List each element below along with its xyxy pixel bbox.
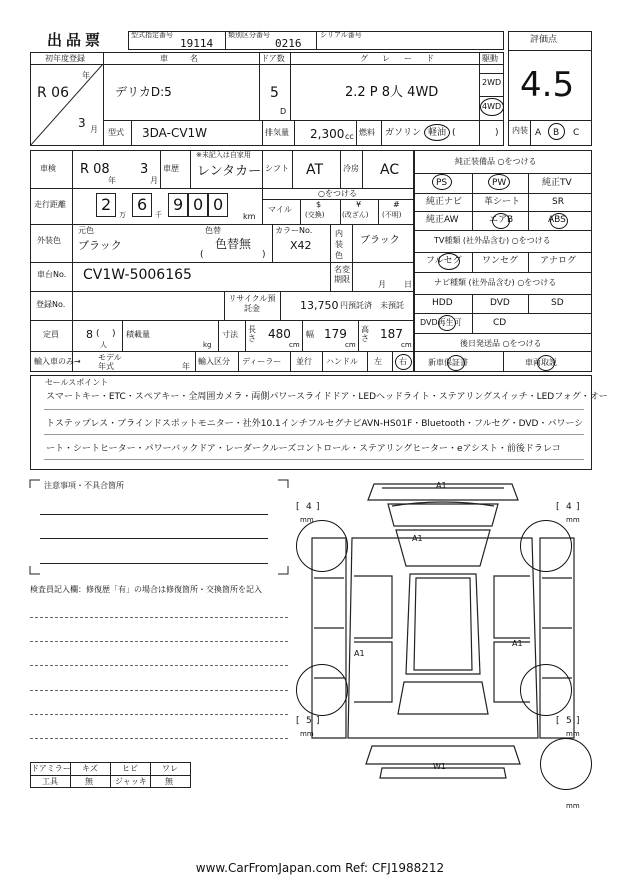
sales-label: セールスポイント bbox=[45, 378, 109, 387]
import-type-label: 輸入区分 bbox=[198, 357, 230, 366]
equip-navi: 純正ナビ bbox=[426, 197, 463, 207]
mileage-label: 走行距離 bbox=[34, 200, 66, 209]
history-value: レンタカー bbox=[197, 164, 262, 179]
interior-c: C bbox=[573, 128, 580, 138]
year-label: 初年度登録 bbox=[45, 54, 85, 63]
navi-dvd: DVD bbox=[490, 298, 510, 308]
shaken-year: R 08 bbox=[80, 162, 110, 177]
equip-abs: ABS bbox=[548, 215, 566, 225]
model-year-unit: 年 bbox=[182, 362, 190, 371]
orig-color: ブラック bbox=[78, 239, 122, 252]
door-type: D bbox=[280, 107, 287, 116]
shaken-year-unit: 年 bbox=[108, 176, 116, 185]
tools-jack: ジャッキ bbox=[115, 777, 147, 786]
tread-rl-bracket: [ bbox=[296, 716, 300, 726]
spare-unit: mm bbox=[566, 802, 580, 810]
tv-analog: アナログ bbox=[540, 256, 577, 266]
equip-pw: PW bbox=[492, 178, 507, 188]
int-color-label: 内装色 bbox=[335, 229, 343, 260]
tools-jack-value: 無 bbox=[165, 777, 173, 786]
sales-line-3: ート・シートヒーター・パワーバックドア・レーダークルーズコントロール・ステアリングヒーター・eアシスト・前後ドラレコ bbox=[46, 444, 561, 454]
grade-label: グレード bbox=[360, 54, 448, 63]
color-paren-open: ( bbox=[200, 250, 204, 260]
tv-fullseg: フルセグ bbox=[426, 256, 462, 266]
seats-label: 定員 bbox=[43, 330, 59, 339]
spare-tire bbox=[540, 738, 592, 790]
tread-rr-unit: mm bbox=[566, 730, 580, 738]
vin-label: 車台No. bbox=[37, 270, 67, 279]
notes-label: 注意事項・不具合箇所 bbox=[44, 481, 124, 490]
length-label: 長さ bbox=[248, 325, 256, 343]
fuel-gasoline: ガソリン bbox=[385, 128, 422, 138]
first-reg-year: R 06 bbox=[37, 85, 69, 101]
tv-oneseg: ワンセグ bbox=[482, 256, 519, 266]
shift-value: AT bbox=[306, 162, 324, 178]
height-label: 高さ bbox=[361, 325, 369, 343]
width-label: 幅 bbox=[306, 330, 314, 339]
docs-title: 後日発送品 ○をつける bbox=[460, 339, 542, 348]
equip-aw: 純正AW bbox=[426, 215, 459, 225]
tv-fullseg-circle bbox=[438, 253, 460, 270]
model-code: 3DA-CV1W bbox=[142, 126, 208, 140]
month-unit: 月 bbox=[90, 125, 98, 134]
interior-b-circle bbox=[548, 123, 565, 140]
mileage-sen: 千 bbox=[155, 211, 162, 219]
handle-left: 左 bbox=[374, 357, 382, 366]
damage-mark: A1 bbox=[512, 639, 523, 648]
tools-broken: ワレ bbox=[162, 764, 178, 773]
recycle-label: リサイクル預託金 bbox=[228, 294, 276, 313]
mileage-man: 万 bbox=[119, 211, 126, 219]
color-change-label: 色替 bbox=[205, 226, 221, 235]
tread-rl-bracket: ] bbox=[316, 716, 320, 726]
model-label: 型式 bbox=[108, 128, 124, 137]
handle-label: ハンドル bbox=[326, 357, 358, 366]
tread-rl-unit: mm bbox=[300, 730, 314, 738]
tools-tool: 工具 bbox=[42, 777, 58, 786]
tread-fr-unit: mm bbox=[566, 516, 580, 524]
tire-front-right bbox=[520, 520, 572, 572]
drive-label: 駆動 bbox=[482, 54, 498, 63]
navi-title: ナビ種類 (社外品含む) ○をつける bbox=[434, 278, 557, 287]
mileage-digit: 0 bbox=[193, 195, 204, 214]
tread-fl-bracket: ] bbox=[316, 502, 320, 512]
damage-mark: A1 bbox=[354, 649, 365, 658]
drive-2wd: 2WD bbox=[482, 78, 502, 87]
model-year-label: モデル年式 bbox=[98, 353, 122, 371]
import-parallel: 並行 bbox=[296, 357, 312, 366]
equip-leather: 革シート bbox=[484, 197, 521, 207]
tread-rl: 5 bbox=[306, 716, 312, 726]
name-change-day: 日 bbox=[404, 280, 412, 289]
doors-label: ドア数 bbox=[261, 54, 285, 63]
fuel-other-close: ) bbox=[495, 128, 499, 138]
tools-tool-value: 無 bbox=[85, 777, 93, 786]
equip-pw-circle bbox=[488, 174, 510, 190]
color-no: X42 bbox=[290, 239, 312, 252]
handle-right-circle bbox=[395, 354, 412, 370]
tread-fl-unit: mm bbox=[300, 516, 314, 524]
score-label: 評価点 bbox=[530, 35, 558, 45]
height-unit: cm bbox=[401, 341, 412, 349]
sheet-title: 出品票 bbox=[47, 31, 105, 49]
mile-label: マイル bbox=[268, 205, 292, 214]
equip-ps: PS bbox=[436, 178, 448, 188]
reg-label: 登録No. bbox=[36, 300, 66, 309]
navi-sd: SD bbox=[551, 298, 564, 308]
fuel-other-open: ( bbox=[452, 128, 456, 138]
shift-label: シフト bbox=[265, 164, 289, 173]
interior-label: 内装 bbox=[512, 126, 528, 135]
orig-color-label: 元色 bbox=[78, 226, 94, 235]
docs-warranty: 新車保証書 bbox=[428, 358, 468, 367]
handle-right: 右 bbox=[399, 357, 407, 366]
color-paren-close: ) bbox=[262, 250, 266, 260]
equip-abs-circle bbox=[550, 213, 568, 229]
serial-label: シリアル番号 bbox=[320, 31, 362, 39]
ext-color-label: 外装色 bbox=[37, 236, 61, 245]
equip-ps-circle bbox=[432, 174, 452, 190]
first-reg-month: 3 bbox=[78, 116, 86, 130]
recycle-unpaid: 未預託 bbox=[380, 301, 404, 310]
fuel-label: 燃料 bbox=[359, 128, 375, 137]
inspector-label: 検査員記入欄：修復歴「有」の場合は修復箇所・交換箇所を記入 bbox=[30, 585, 262, 594]
recycle-unit: 円預託済 bbox=[340, 301, 372, 310]
footer-text: www.CarFromJapan.com Ref: CFJ1988212 bbox=[195, 861, 445, 875]
color-no-label: カラーNo. bbox=[275, 226, 313, 235]
vin-value: CV1W-5006165 bbox=[83, 267, 192, 283]
damage-mark: A1 bbox=[436, 481, 447, 490]
swap-label: (交換) bbox=[305, 211, 325, 219]
length-unit: cm bbox=[289, 341, 300, 349]
displacement-value: 2,300 bbox=[310, 127, 345, 141]
car-name: デリカD:5 bbox=[115, 85, 172, 99]
drive-4wd-circle bbox=[480, 98, 504, 116]
equip-sr: SR bbox=[552, 197, 564, 207]
navi-dvd-play: DVD再生可 bbox=[420, 318, 462, 327]
drive-4wd: 4WD bbox=[482, 102, 502, 111]
ac-label: 冷房 bbox=[343, 164, 359, 173]
history-note: ※未記入は自家用 bbox=[196, 151, 251, 159]
mileage-digit: 0 bbox=[213, 195, 224, 214]
shaken-month: 3 bbox=[140, 162, 149, 177]
tread-fr: 4 bbox=[566, 502, 572, 512]
tread-fr-bracket: ] bbox=[576, 502, 580, 512]
width-unit: cm bbox=[345, 341, 356, 349]
mileage-digit: 6 bbox=[137, 195, 148, 214]
tools-crack: ヒビ bbox=[122, 764, 138, 773]
color-change: 色替無 bbox=[215, 237, 252, 251]
damage-mark: A1 bbox=[412, 534, 423, 543]
interior-a: A bbox=[535, 128, 542, 138]
tread-fr-bracket: [ bbox=[556, 502, 560, 512]
width-value: 179 bbox=[324, 327, 347, 341]
docs-manual-circle bbox=[537, 355, 555, 371]
tv-title: TV種類 (社外品含む) ○をつける bbox=[434, 236, 551, 245]
mileage-circle-note: ○をつける bbox=[318, 189, 357, 198]
name-change-month: 月 bbox=[378, 280, 386, 289]
year-unit: 年 bbox=[82, 71, 90, 80]
door-count: 5 bbox=[270, 85, 279, 101]
fuel-diesel: 軽油 bbox=[428, 128, 447, 138]
cc-unit: cc bbox=[345, 132, 354, 141]
model-cert-label: 型式指定番号 bbox=[131, 31, 173, 39]
equip-airbag-circle bbox=[492, 213, 510, 229]
mileage-digit: 2 bbox=[101, 195, 112, 214]
tread-rr-bracket: ] bbox=[576, 716, 580, 726]
history-label: 車歴 bbox=[163, 164, 179, 173]
diagonal-slash bbox=[30, 64, 103, 146]
displacement-label: 排気量 bbox=[265, 128, 289, 137]
sales-line-1: スマートキー・ETC・スペアキー・全周囲カメラ・両側パワースライドドア・LEDヘッドライト・ステアリングスイッチ・LEDフォグ・オー bbox=[46, 392, 608, 402]
tire-rear-right bbox=[520, 664, 572, 716]
seats-value: 8 bbox=[86, 328, 93, 341]
swap-sym: $ bbox=[316, 200, 322, 209]
km-unit: km bbox=[243, 212, 256, 221]
navi-hdd: HDD bbox=[432, 298, 453, 308]
seats-paren-open: ( bbox=[96, 329, 100, 339]
tread-fl: 4 bbox=[306, 502, 312, 512]
navi-cd: CD bbox=[493, 318, 507, 328]
tread-rr: 5 bbox=[566, 716, 572, 726]
unknown-sym: # bbox=[393, 200, 400, 209]
equip-tv: 純正TV bbox=[542, 178, 572, 188]
mileage-digit: 9 bbox=[173, 195, 184, 214]
recycle-value: 13,750 bbox=[300, 299, 339, 312]
import-label: 輸入車のみ→ bbox=[34, 357, 81, 366]
model-cert-value: 19114 bbox=[180, 37, 214, 50]
load-unit: kg bbox=[203, 341, 212, 349]
length-value: 480 bbox=[268, 327, 291, 341]
shaken-month-unit: 月 bbox=[150, 176, 158, 185]
docs-warranty-circle bbox=[447, 355, 465, 371]
int-color: ブラック bbox=[360, 235, 400, 246]
tools-scratch: キズ bbox=[82, 764, 98, 773]
unknown-label: (不明) bbox=[382, 211, 402, 219]
seats-paren-close: ) bbox=[112, 329, 116, 339]
name-change-label: 名変期限 bbox=[334, 265, 350, 284]
docs-manual: 車両取説 bbox=[525, 358, 557, 367]
sales-line-2: トステップレス・ブラインドスポットモニター・社外10.1インチフルセグナビAVN-HS01F・Bluetooth・フルセグ・DVD・パワーシ bbox=[46, 419, 584, 429]
class-num-label: 類別区分番号 bbox=[228, 31, 270, 39]
tools-mirror: ドアミラー bbox=[31, 764, 71, 773]
tamper-sym: ¥ bbox=[356, 200, 362, 209]
tread-fl-bracket: [ bbox=[296, 502, 300, 512]
ac-value: AC bbox=[380, 162, 400, 178]
dims-label: 寸法 bbox=[222, 330, 238, 339]
interior-b: B bbox=[553, 128, 560, 138]
fuel-diesel-circle bbox=[424, 124, 450, 141]
height-value: 187 bbox=[380, 327, 403, 341]
damage-mark: W1 bbox=[433, 762, 446, 771]
tamper-label: (改ざん) bbox=[342, 211, 369, 219]
equip-title: 純正装備品 ○をつける bbox=[455, 157, 537, 166]
tread-rr-bracket: [ bbox=[556, 716, 560, 726]
car-name-label: 車名 bbox=[160, 54, 220, 63]
tire-rear-left bbox=[296, 664, 348, 716]
grade-value: 2.2 P 8人 4WD bbox=[345, 85, 439, 100]
seats-unit: 人 bbox=[100, 341, 107, 349]
navi-dvd-play-circle bbox=[438, 315, 456, 331]
tire-front-left bbox=[296, 520, 348, 572]
equip-airbag: エアB bbox=[489, 215, 514, 225]
load-label: 積載量 bbox=[126, 330, 150, 339]
import-dealer: ディーラー bbox=[242, 357, 282, 366]
class-num-value: 0216 bbox=[275, 37, 302, 50]
score-value: 4.5 bbox=[520, 65, 575, 105]
shaken-label: 車検 bbox=[40, 164, 56, 173]
